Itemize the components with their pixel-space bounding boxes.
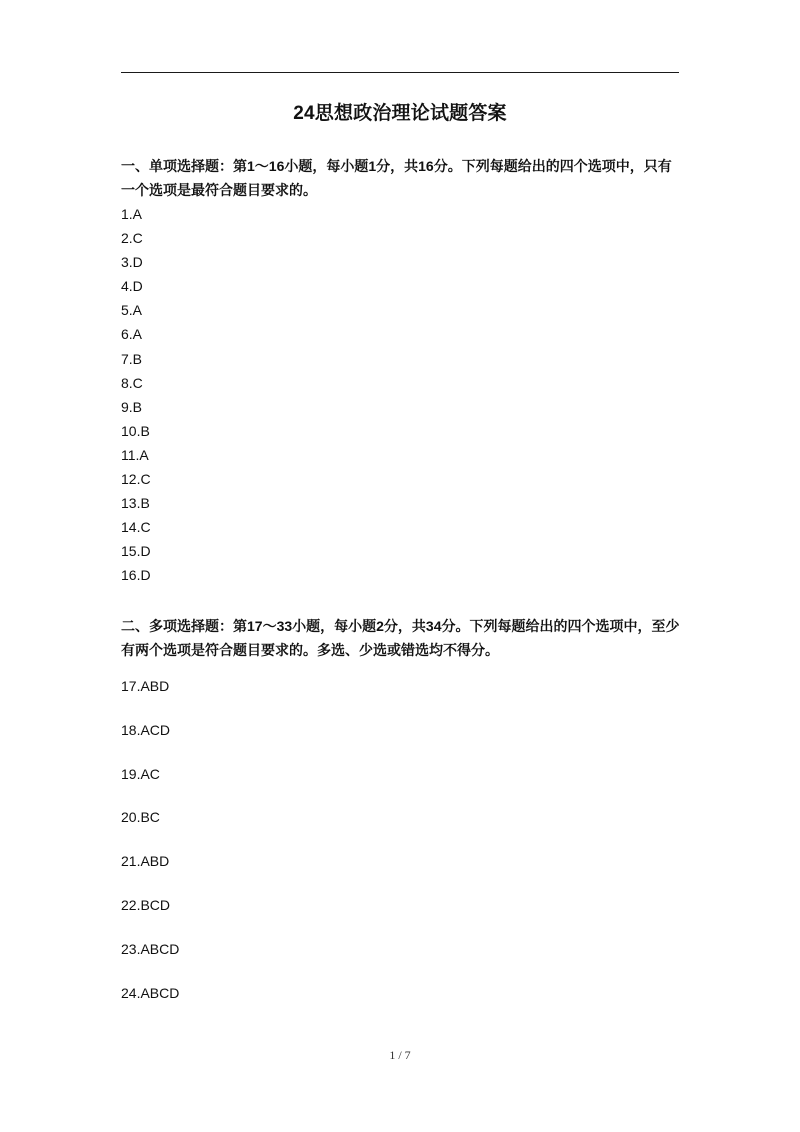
answer-item: 14.C [121, 519, 151, 536]
answer-item: 2.C [121, 230, 143, 247]
answer-item: 11.A [121, 446, 149, 463]
answer-item: 22.BCD [121, 896, 171, 913]
answer-item: 8.C [121, 374, 143, 391]
answer-item: 4.D [121, 278, 143, 295]
answer-item: 9.B [121, 398, 143, 415]
answer-item: 10.B [121, 422, 150, 439]
answer-list-single-choice [121, 202, 151, 588]
answer-item: 1.A [121, 206, 143, 222]
answer-item: 18.ACD [121, 721, 171, 738]
header-rule [121, 72, 679, 73]
answer-item: 24.ABCD [121, 984, 180, 1001]
answer-item: 20.BC [121, 809, 160, 826]
answer-item: 13.B [121, 495, 150, 512]
answer-item: 12.C [121, 471, 151, 488]
answer-item: 15.D [121, 543, 151, 560]
section-heading-single-choice: 一、单项选择题：第1～16小题，每小题1分，共16分。下列每题给出的四个选项中，只有一个选项是最符合题目要求的。 [121, 158, 672, 198]
document-title: 24思想政治理论试题答案 [293, 103, 507, 124]
answer-item: 7.B [121, 350, 143, 367]
answer-item: 3.D [121, 254, 143, 271]
answer-item: 21.ABD [121, 853, 170, 870]
answer-item: 16.D [121, 567, 151, 584]
answer-item: 5.A [121, 302, 143, 319]
answer-item: 19.AC [121, 765, 160, 782]
answer-item: 23.ABCD [121, 940, 180, 957]
page-number: 1 / 7 [389, 1048, 411, 1062]
answer-list-multiple-choice [121, 674, 179, 1024]
answer-item: 17.ABD [121, 678, 170, 694]
answer-item: 6.A [121, 326, 143, 343]
section-heading-multiple-choice: 二、多项选择题：第17～33小题，每小题2分，共34分。下列每题给出的四个选项中，至少有两个选项是符合题目要求的。多选、少选或错选均不得分。 [121, 618, 680, 658]
